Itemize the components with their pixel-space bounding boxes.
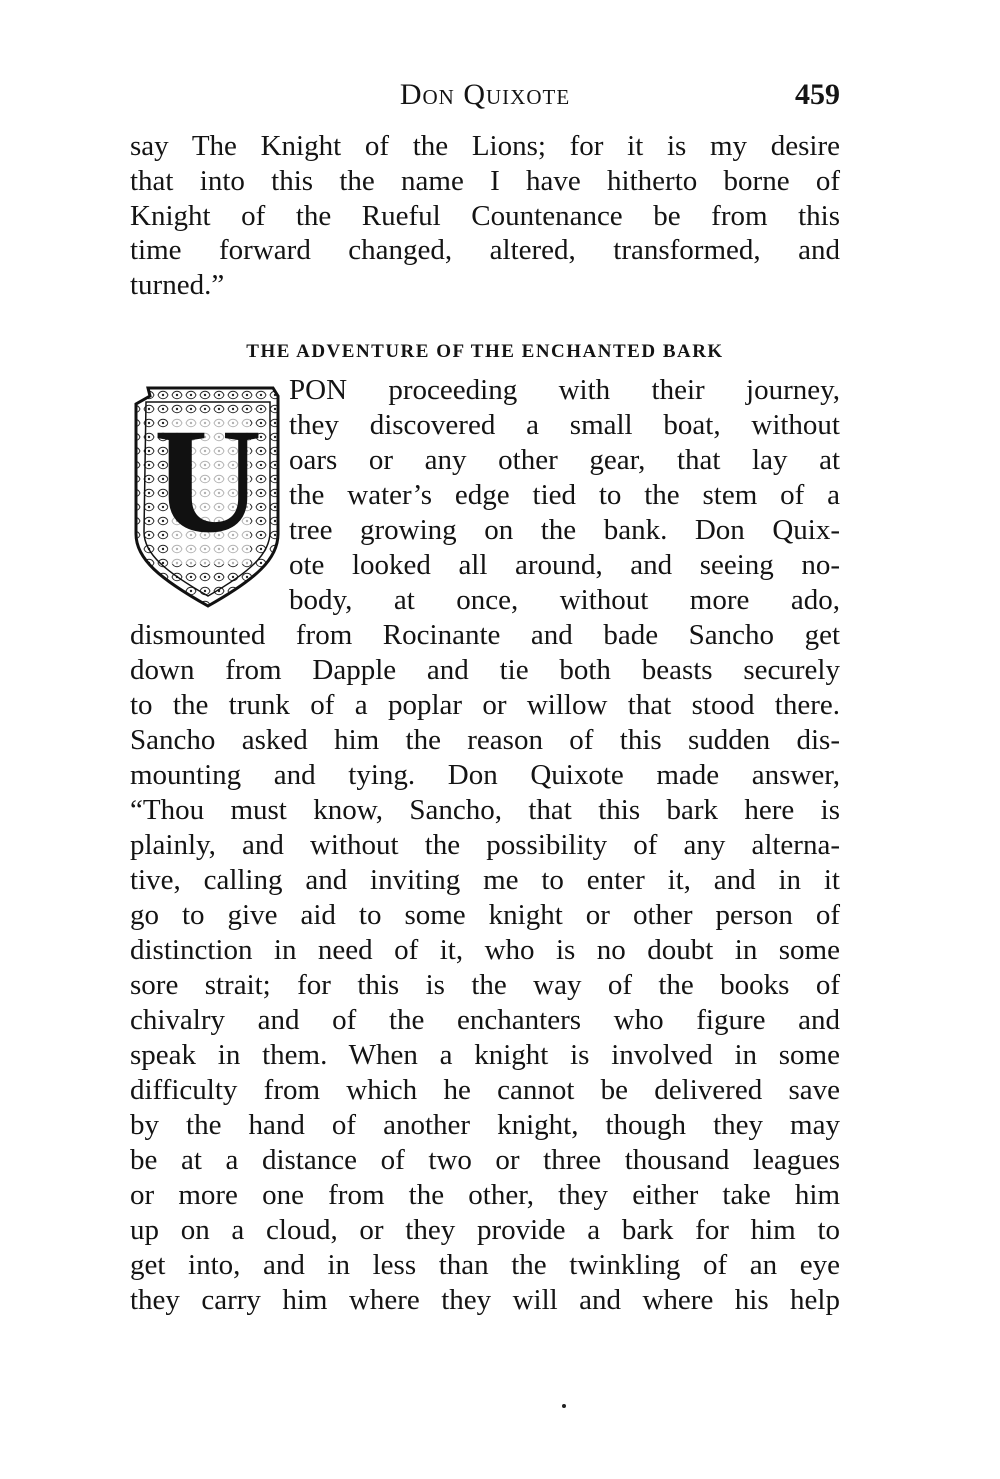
text-line: chivalry and of the enchanters who figure and bbox=[130, 1004, 840, 1036]
text-line: they discovered a small boat, without bbox=[289, 409, 840, 441]
ornamental-drop-cap bbox=[128, 374, 288, 610]
text-line: oars or any other gear, that lay at bbox=[289, 444, 840, 476]
text-line: ote looked all around, and seeing no- bbox=[289, 549, 840, 581]
text-line: body, at once, without more ado, bbox=[289, 584, 840, 616]
text-line: they carry him where they will and where his help bbox=[130, 1284, 840, 1316]
text-line: Knight of the Rueful Countenance be from this bbox=[130, 200, 840, 232]
print-speck bbox=[562, 1404, 566, 1408]
text-line: Sancho asked him the reason of this sudden dis- bbox=[130, 724, 840, 756]
text-line: to the trunk of a poplar or willow that stood there. bbox=[130, 689, 840, 721]
text-line: mounting and tying. Don Quixote made answer, bbox=[130, 759, 840, 791]
text-line: the water’s edge tied to the stem of a bbox=[289, 479, 840, 511]
text-line: time forward changed, altered, transformed, and bbox=[130, 234, 840, 266]
text-line: PON proceeding with their journey, bbox=[289, 374, 840, 406]
text-line: sore strait; for this is the way of the books of bbox=[130, 969, 840, 1001]
text-line: go to give aid to some knight or other person of bbox=[130, 899, 840, 931]
running-header bbox=[130, 76, 840, 116]
drop-cap-letter: U bbox=[153, 398, 263, 564]
text-line: tree growing on the bank. Don Quix- bbox=[289, 514, 840, 546]
text-line: difficulty from which he cannot be delivered save bbox=[130, 1074, 840, 1106]
section-heading: THE ADVENTURE OF THE ENCHANTED BARK bbox=[246, 341, 724, 362]
text-line: dismounted from Rocinante and bade Sancho get bbox=[130, 619, 840, 651]
text-line: tive, calling and inviting me to enter it, and in it bbox=[130, 864, 840, 896]
text-line: distinction in need of it, who is no doubt in some bbox=[130, 934, 840, 966]
text-line: “Thou must know, Sancho, that this bark here is bbox=[130, 794, 840, 826]
text-line: turned.” bbox=[130, 269, 225, 301]
text-line: say The Knight of the Lions; for it is my desire bbox=[130, 130, 840, 162]
text-line: be at a distance of two or three thousand leagues bbox=[130, 1144, 840, 1176]
text-line: down from Dapple and tie both beasts securely bbox=[130, 654, 840, 686]
text-line: up on a cloud, or they provide a bark for him to bbox=[130, 1214, 840, 1246]
text-line: that into this the name I have hitherto borne of bbox=[130, 165, 840, 197]
page-number: 459 bbox=[795, 78, 840, 111]
text-line: get into, and in less than the twinkling of an eye bbox=[130, 1249, 840, 1281]
text-line: or more one from the other, they either take him bbox=[130, 1179, 840, 1211]
text-line: plainly, and without the possibility of any alterna- bbox=[130, 829, 840, 861]
running-title: Don Quixote bbox=[399, 78, 571, 111]
text-line: speak in them. When a knight is involved in some bbox=[130, 1039, 840, 1071]
text-line: by the hand of another knight, though they may bbox=[130, 1109, 840, 1141]
